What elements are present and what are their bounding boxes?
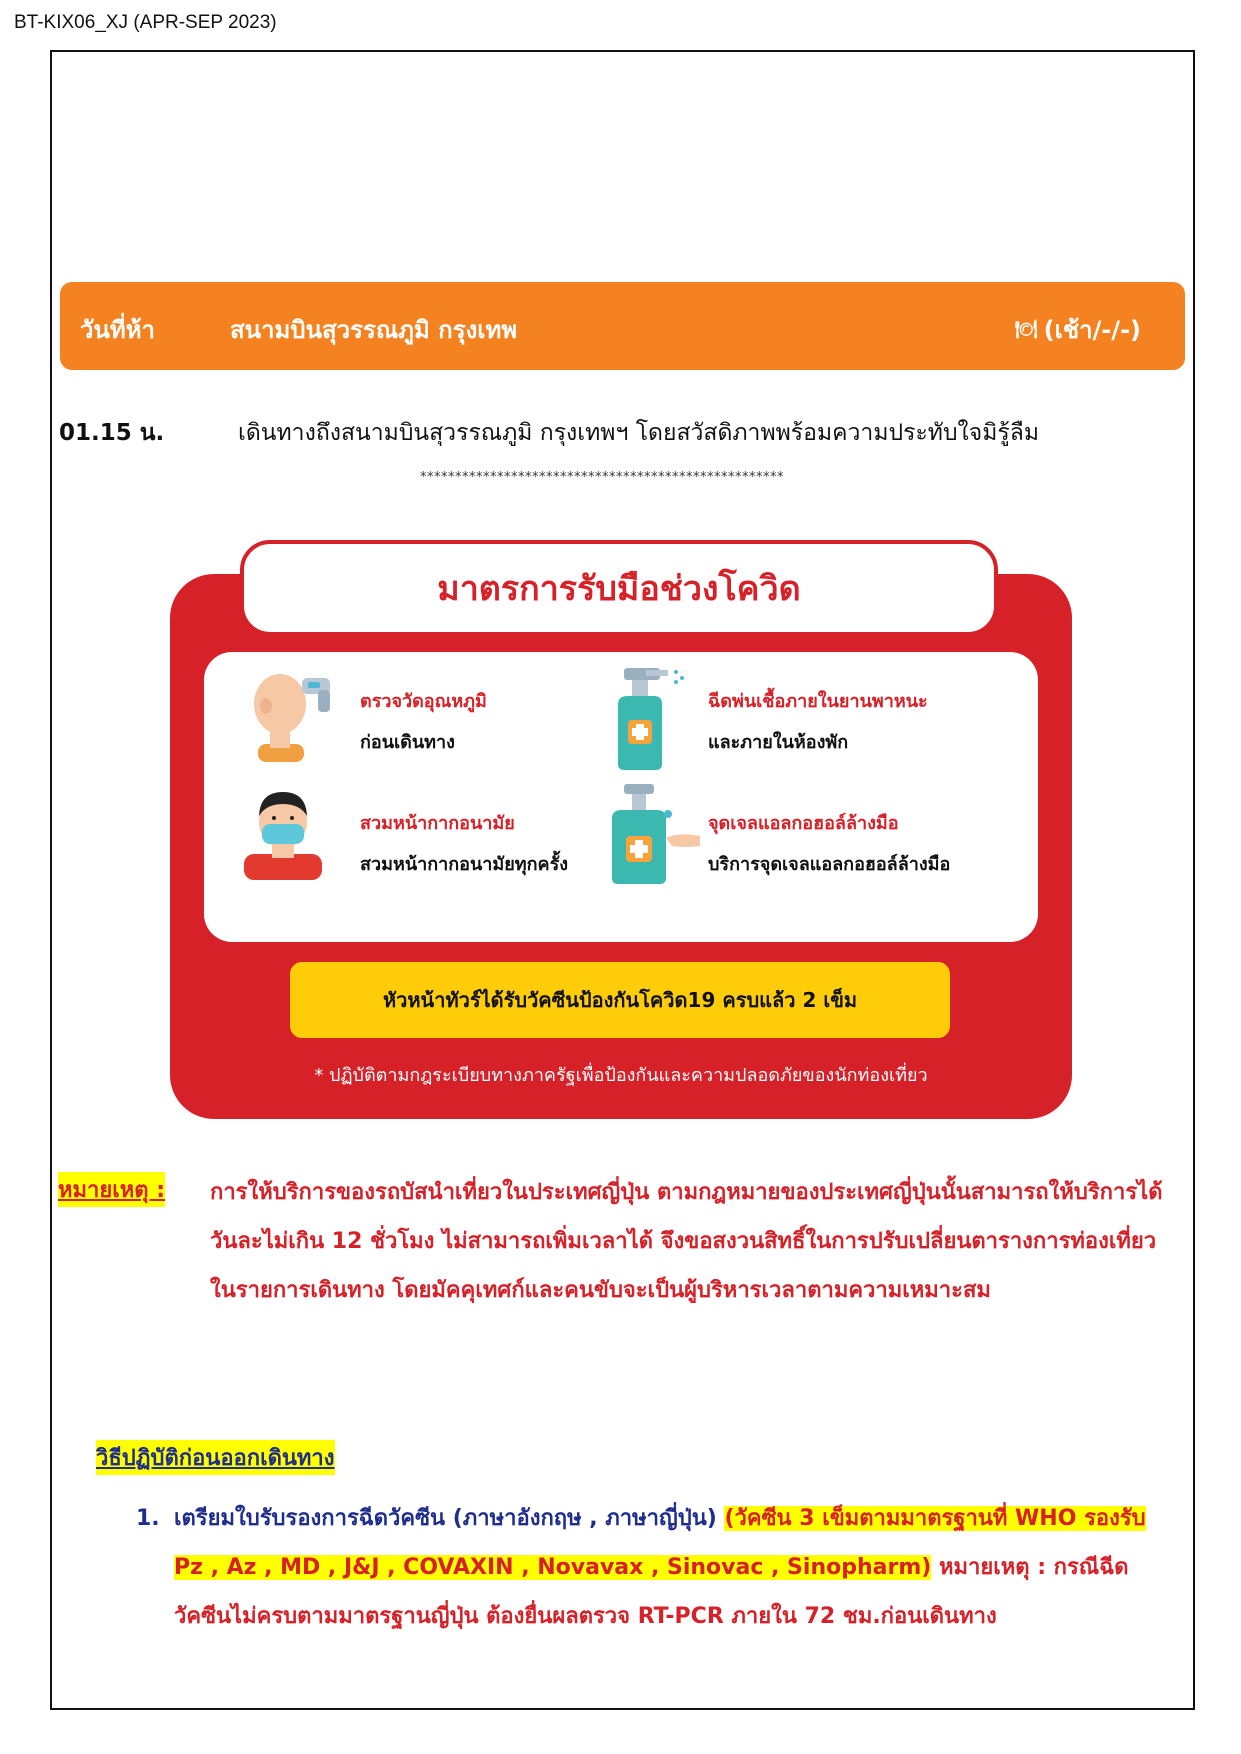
vaccine-banner: หัวหน้าทัวร์ได้รับวัคซีนป้องกันโควิด19 ครบแล้ว 2 เข็ม bbox=[290, 962, 950, 1038]
itinerary-time: 01.15 น. bbox=[59, 420, 165, 446]
face-mask-icon bbox=[240, 786, 328, 880]
howto-title: วิธีปฏิบัติก่อนออกเดินทาง bbox=[96, 1440, 335, 1475]
covid-item-temperature bbox=[360, 686, 487, 756]
covid-item-desc: ก่อนเดินทาง bbox=[360, 732, 455, 753]
covid-item-gel bbox=[708, 808, 950, 878]
thermometer-check-icon bbox=[244, 666, 340, 762]
howto-step bbox=[136, 1494, 1156, 1641]
day-header-band bbox=[60, 282, 1185, 370]
itinerary-text: เดินทางถึงสนามบินสุวรรณภูมิ กรุงเทพฯ โดยสวัสดิภาพพร้อมความประทับใจมิรู้ลืม bbox=[238, 420, 1040, 446]
covid-item-mask bbox=[360, 808, 568, 878]
remark-text: การให้บริการของรถบัสนำเที่ยวในประเทศญี่ปุ่น ตามกฎหมายของประเทศญี่ปุ่นนั้นสามารถให้บริการได้วันละไม่เกิน 12 ชั่วโมง ไม่สามารถเพิ่มเวลาได้ จึงขอสงวนสิทธิ์ในการปรับเปลี่ยนตารางการท่องเที่ยวในรายการเดินทาง โดยมัคคุเทศก์และคนขับจะเป็นผู้บริหารเวลาตามความเหมาะสม bbox=[210, 1180, 1163, 1303]
covid-item-title: ตรวจวัดอุณหภูมิ bbox=[360, 691, 487, 712]
meals-text: (เช้า/-/-) bbox=[1043, 316, 1141, 344]
separator: **************************************************** bbox=[420, 470, 784, 485]
covid-item-title: จุดเจลแอลกอฮอล์ล้างมือ bbox=[708, 813, 899, 834]
meals-info bbox=[1015, 310, 1141, 349]
day-place: สนามบินสุวรรณภูมิ กรุงเทพ bbox=[230, 316, 518, 344]
covid-item-desc: สวมหน้ากากอนามัยทุกครั้ง bbox=[360, 854, 569, 875]
spray-bottle-icon bbox=[604, 668, 694, 770]
covid-item-desc: บริการจุดเจลแอลกอฮอล์ล้างมือ bbox=[708, 854, 951, 875]
covid-item-disinfect bbox=[708, 686, 928, 756]
covid-item-desc: และภายในห้องพัก bbox=[708, 732, 849, 753]
remark-label: หมายเหตุ : bbox=[58, 1172, 165, 1207]
step-number: 1. bbox=[136, 1506, 160, 1531]
document-code: BT-KIX06_XJ (APR-SEP 2023) bbox=[14, 12, 277, 33]
meal-icon: 🍽 bbox=[1014, 319, 1038, 340]
step-highlight: (วัคซีน 3 เข็มตามมาตรฐานที่ WHO รองรับ Pz , Az , MD , J&J , COVAXIN , Novavax , Sinovac , Sinopharm) bbox=[174, 1506, 1146, 1580]
covid-title: มาตรการรับมือช่วงโควิด bbox=[240, 540, 998, 636]
hand-gel-icon bbox=[604, 784, 704, 884]
covid-footnote: * ปฏิบัติตามกฎระเบียบทางภาครัฐเพื่อป้องกันและความปลอดภัยของนักท่องเที่ยว bbox=[314, 1065, 928, 1086]
step-lead: เตรียมใบรับรองการฉีดวัคซีน (ภาษาอังกฤษ , ภาษาญี่ปุ่น) bbox=[174, 1506, 717, 1531]
covid-item-title: สวมหน้ากากอนามัย bbox=[360, 813, 515, 834]
day-label: วันที่ห้า bbox=[80, 316, 155, 344]
covid-item-title: ฉีดพ่นเชื้อภายในยานพาหนะ bbox=[708, 691, 928, 712]
step-note: หมายเหตุ : กรณีฉีดวัคซีนไม่ครบตามมาตรฐานญี่ปุ่น ต้องยื่นผลตรวจ RT-PCR ภายใน 72 ชม.ก่อนเดินทาง bbox=[174, 1555, 1129, 1629]
